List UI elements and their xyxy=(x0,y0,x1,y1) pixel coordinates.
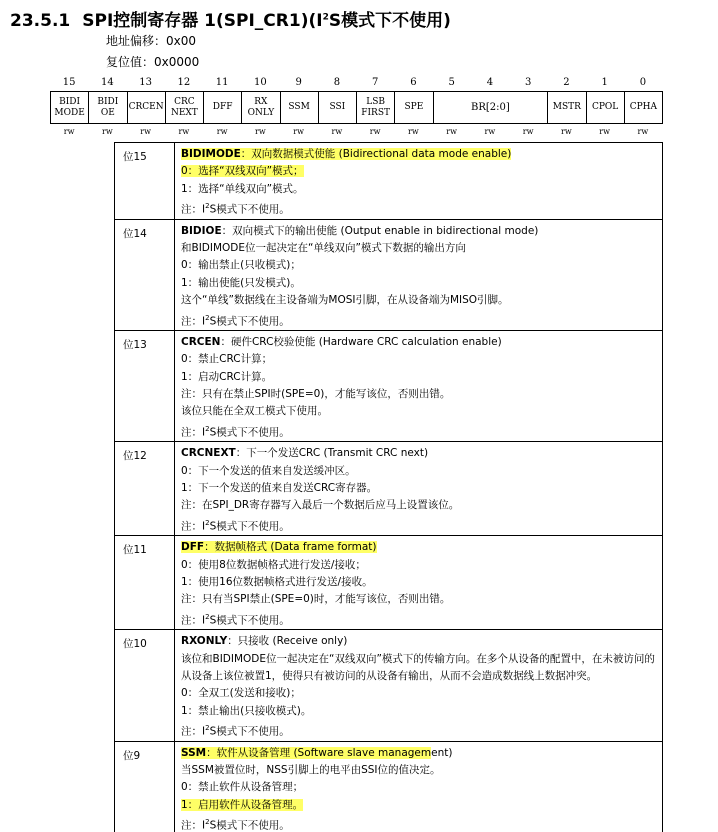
text-run: 注：I xyxy=(181,426,206,439)
field-name: DFF xyxy=(181,541,205,554)
section-title-suffix: S模式下不使用) xyxy=(328,11,451,31)
bit-description-row xyxy=(115,219,663,330)
bit-position: 位12 xyxy=(115,442,175,536)
text-run: 这个“单线”数据线在主设备端为MOSI引脚，在从设备端为MISO引脚。 xyxy=(181,294,509,307)
access-type: rw xyxy=(255,127,266,136)
bit-number: 14 xyxy=(101,77,114,88)
description-line xyxy=(181,198,658,215)
description-line xyxy=(181,797,658,814)
register-field-row xyxy=(51,92,663,124)
text-run: 和BIDIMODE位一起决定在“单线双向”模式下数据的输出方向 xyxy=(181,241,466,254)
text-run: 注：只有当SPI禁止(SPE=0)时，才能写该位，否则出错。 xyxy=(181,593,451,606)
description-line xyxy=(181,223,658,240)
text-run: 1：启动CRC计算。 xyxy=(181,370,273,383)
description-line xyxy=(181,609,658,626)
description-line xyxy=(181,703,658,720)
description-line xyxy=(181,403,658,420)
bit-number: 5 xyxy=(448,77,455,88)
access-type-row xyxy=(50,127,662,139)
description-line xyxy=(181,310,658,327)
reset-value: 复位值：0x0000 xyxy=(106,55,200,69)
access-type: rw xyxy=(408,127,419,136)
superscript: 2 xyxy=(205,724,210,733)
description-line xyxy=(181,633,658,650)
text-run: 1：启用软件从设备管理。 xyxy=(181,798,304,811)
bit-description xyxy=(175,219,663,330)
text-run: 注：I xyxy=(181,614,206,627)
bit-position: 位13 xyxy=(115,330,175,441)
field-name: CRCNEXT xyxy=(181,447,236,460)
bit-number: 15 xyxy=(62,77,76,88)
text-run: ：数据帧格式 (Data frame format) xyxy=(204,541,377,554)
bit-position: 位10 xyxy=(115,630,175,741)
register-field: BIDI MODE xyxy=(51,92,89,124)
superscript: 2 xyxy=(205,612,210,621)
text-run: ent) xyxy=(431,746,453,759)
access-type: rw xyxy=(63,127,75,136)
register-field: DFF xyxy=(204,92,242,124)
description-line xyxy=(181,685,658,702)
register-field: BR[2:0] xyxy=(433,92,548,124)
bit-position: 位14 xyxy=(115,219,175,330)
bit-description xyxy=(175,330,663,441)
access-type: rw xyxy=(561,127,572,136)
text-run: ：硬件CRC校验使能 (Hardware CRC calculation enable) xyxy=(220,335,502,348)
text-run: 当SSM被置位时，NSS引脚上的电平由SSI位的值决定。 xyxy=(181,763,441,776)
description-line xyxy=(181,515,658,532)
register-field: MSTR xyxy=(548,92,586,124)
bit-description-row xyxy=(115,330,663,441)
access-type: rw xyxy=(522,127,534,136)
register-field: CPHA xyxy=(624,92,662,124)
description-line xyxy=(181,445,658,462)
text-run: 注：I xyxy=(181,520,206,533)
text-run: 0：输出禁止(只收模式)； xyxy=(181,259,301,272)
text-run: S模式下不使用。 xyxy=(209,426,290,439)
field-name: CRCEN xyxy=(181,335,221,348)
text-run: 1：禁止输出(只接收模式)。 xyxy=(181,704,312,717)
bit-description-row xyxy=(115,143,663,220)
field-name: RXONLY xyxy=(181,635,228,648)
superscript: 2 xyxy=(205,818,210,827)
text-run: 0：选择“双线双向”模式； xyxy=(181,165,304,178)
text-run: S模式下不使用。 xyxy=(209,203,290,216)
text-run: ：只接收 (Receive only) xyxy=(227,635,348,648)
description-line xyxy=(181,745,658,762)
register-field: CRCEN xyxy=(127,92,165,124)
bit-number: 7 xyxy=(371,77,379,88)
register-field: SSI xyxy=(318,92,356,124)
text-run: 1：输出使能(只发模式)。 xyxy=(181,276,301,289)
description-line xyxy=(181,146,658,163)
description-line xyxy=(181,292,658,309)
description-line xyxy=(181,421,658,438)
access-type: rw xyxy=(178,127,190,136)
text-run: 注：I xyxy=(181,315,206,327)
bit-description-row xyxy=(115,741,663,832)
text-run: 1：使用16位数据帧格式进行发送/接收。 xyxy=(181,575,373,588)
description-line xyxy=(181,351,658,368)
register-field: CRC NEXT xyxy=(165,92,203,124)
section-title-superscript: 2 xyxy=(322,12,329,23)
access-type: rw xyxy=(599,127,610,136)
text-run: ：下一个发送CRC (Transmit CRC next) xyxy=(235,447,429,460)
description-line xyxy=(181,463,658,480)
superscript: 2 xyxy=(205,518,210,527)
bit-number: 6 xyxy=(410,77,417,88)
access-type: rw xyxy=(140,127,151,136)
text-run: 注：I xyxy=(181,819,206,832)
access-type: rw xyxy=(216,127,228,136)
text-run: 1：选择“单线双向”模式。 xyxy=(181,182,304,195)
register-bit-table xyxy=(50,91,663,124)
text-run: 注：只有在禁止SPI时(SPE=0)，才能写该位，否则出错。 xyxy=(181,388,451,401)
access-type: rw xyxy=(369,127,381,136)
bit-number: 3 xyxy=(524,77,532,88)
field-name: SSM xyxy=(181,746,207,759)
register-field: SPE xyxy=(395,92,433,124)
field-name: BIDIMODE xyxy=(181,148,241,160)
text-run: 0：全双工(发送和接收)； xyxy=(181,687,301,700)
description-line xyxy=(181,720,658,737)
access-type: rw xyxy=(637,127,649,136)
field-name: BIDIOE xyxy=(181,224,222,237)
bit-position: 位9 xyxy=(115,741,175,832)
bit-number: 8 xyxy=(333,77,341,88)
bit-description-row xyxy=(115,536,663,630)
description-line xyxy=(181,240,658,257)
description-line xyxy=(181,480,658,497)
description-line xyxy=(181,181,658,198)
bit-description xyxy=(175,741,663,832)
bit-description xyxy=(175,143,663,220)
text-run: 0：下一个发送的值来自发送缓冲区。 xyxy=(181,464,356,477)
description-line xyxy=(181,369,658,386)
access-type: rw xyxy=(484,127,496,136)
section-title-text: SPI控制寄存器 1(SPI_CR1)(I xyxy=(82,11,323,31)
text-run: ：双向数据模式使能 (Bidirectional data mode enable) xyxy=(240,148,512,160)
register-field: LSB FIRST xyxy=(357,92,395,124)
description-line xyxy=(181,591,658,608)
text-run: 注：I xyxy=(181,203,206,216)
description-line xyxy=(181,539,658,556)
text-run: S模式下不使用。 xyxy=(209,315,290,327)
bit-number: 12 xyxy=(177,77,191,88)
bit-number: 11 xyxy=(215,77,229,88)
text-run: S模式下不使用。 xyxy=(209,819,290,832)
register-field: RX ONLY xyxy=(242,92,280,124)
description-line xyxy=(181,779,658,796)
bit-number: 9 xyxy=(295,77,302,88)
description-line xyxy=(181,574,658,591)
access-type: rw xyxy=(331,127,343,136)
address-offset: 地址偏移：0x00 xyxy=(106,34,197,48)
text-run: 0：使用8位数据帧格式进行发送/接收； xyxy=(181,558,366,571)
superscript: 2 xyxy=(205,424,210,433)
register-field: CPOL xyxy=(586,92,624,124)
description-line xyxy=(181,257,658,274)
superscript: 2 xyxy=(205,313,210,322)
text-run: S模式下不使用。 xyxy=(209,614,290,627)
bit-number: 1 xyxy=(601,77,608,88)
text-run: 该位只能在全双工模式下使用。 xyxy=(181,405,328,418)
bit-description xyxy=(175,630,663,741)
bit-number: 10 xyxy=(254,77,267,88)
access-type: rw xyxy=(293,127,304,136)
bit-position: 位11 xyxy=(115,536,175,630)
bit-position: 位15 xyxy=(115,143,175,220)
bit-number: 0 xyxy=(639,77,647,88)
description-line xyxy=(181,651,658,686)
text-run: ：软件从设备管理 (Software slave managem xyxy=(206,746,432,759)
text-run: 该位和BIDIMODE位一起决定在“双线双向”模式下的传输方向。在多个从设备的配置中，在未被访问的从设备上该位被置1，使得只有被访问的从设备有输出，从而不会造成数据线上数据冲突。 xyxy=(181,652,655,682)
bit-description-table xyxy=(114,142,663,832)
bit-description-row xyxy=(115,630,663,741)
text-run: 注：I xyxy=(181,725,206,738)
bit-description xyxy=(175,536,663,630)
text-run: 0：禁止CRC计算； xyxy=(181,353,273,366)
register-field: SSM xyxy=(280,92,318,124)
section-title xyxy=(10,6,451,31)
text-run: 1：下一个发送的值来自发送CRC寄存器。 xyxy=(181,482,378,495)
superscript: 2 xyxy=(205,202,210,211)
text-run: 0：禁止软件从设备管理； xyxy=(181,781,304,794)
description-line xyxy=(181,386,658,403)
text-run: S模式下不使用。 xyxy=(209,725,290,738)
description-line xyxy=(181,163,658,180)
register-field: BIDI OE xyxy=(89,92,127,124)
description-line xyxy=(181,497,658,514)
description-line xyxy=(181,334,658,351)
description-line xyxy=(181,762,658,779)
description-line xyxy=(181,275,658,292)
bit-description-row xyxy=(115,442,663,536)
text-run: ：双向模式下的输出使能 (Output enable in bidirectional mode) xyxy=(221,224,539,237)
bit-number: 4 xyxy=(486,77,494,88)
text-run: S模式下不使用。 xyxy=(209,520,290,533)
description-line xyxy=(181,557,658,574)
text-run: 注：在SPI_DR寄存器写入最后一个数据后应马上设置该位。 xyxy=(181,499,460,512)
description-line xyxy=(181,814,658,831)
bit-description xyxy=(175,442,663,536)
access-type: rw xyxy=(446,127,457,136)
bit-number: 13 xyxy=(139,77,152,88)
section-number: 23.5.1 xyxy=(10,11,71,31)
bit-number-row xyxy=(50,77,662,91)
access-type: rw xyxy=(102,127,113,136)
bit-number: 2 xyxy=(563,77,570,88)
